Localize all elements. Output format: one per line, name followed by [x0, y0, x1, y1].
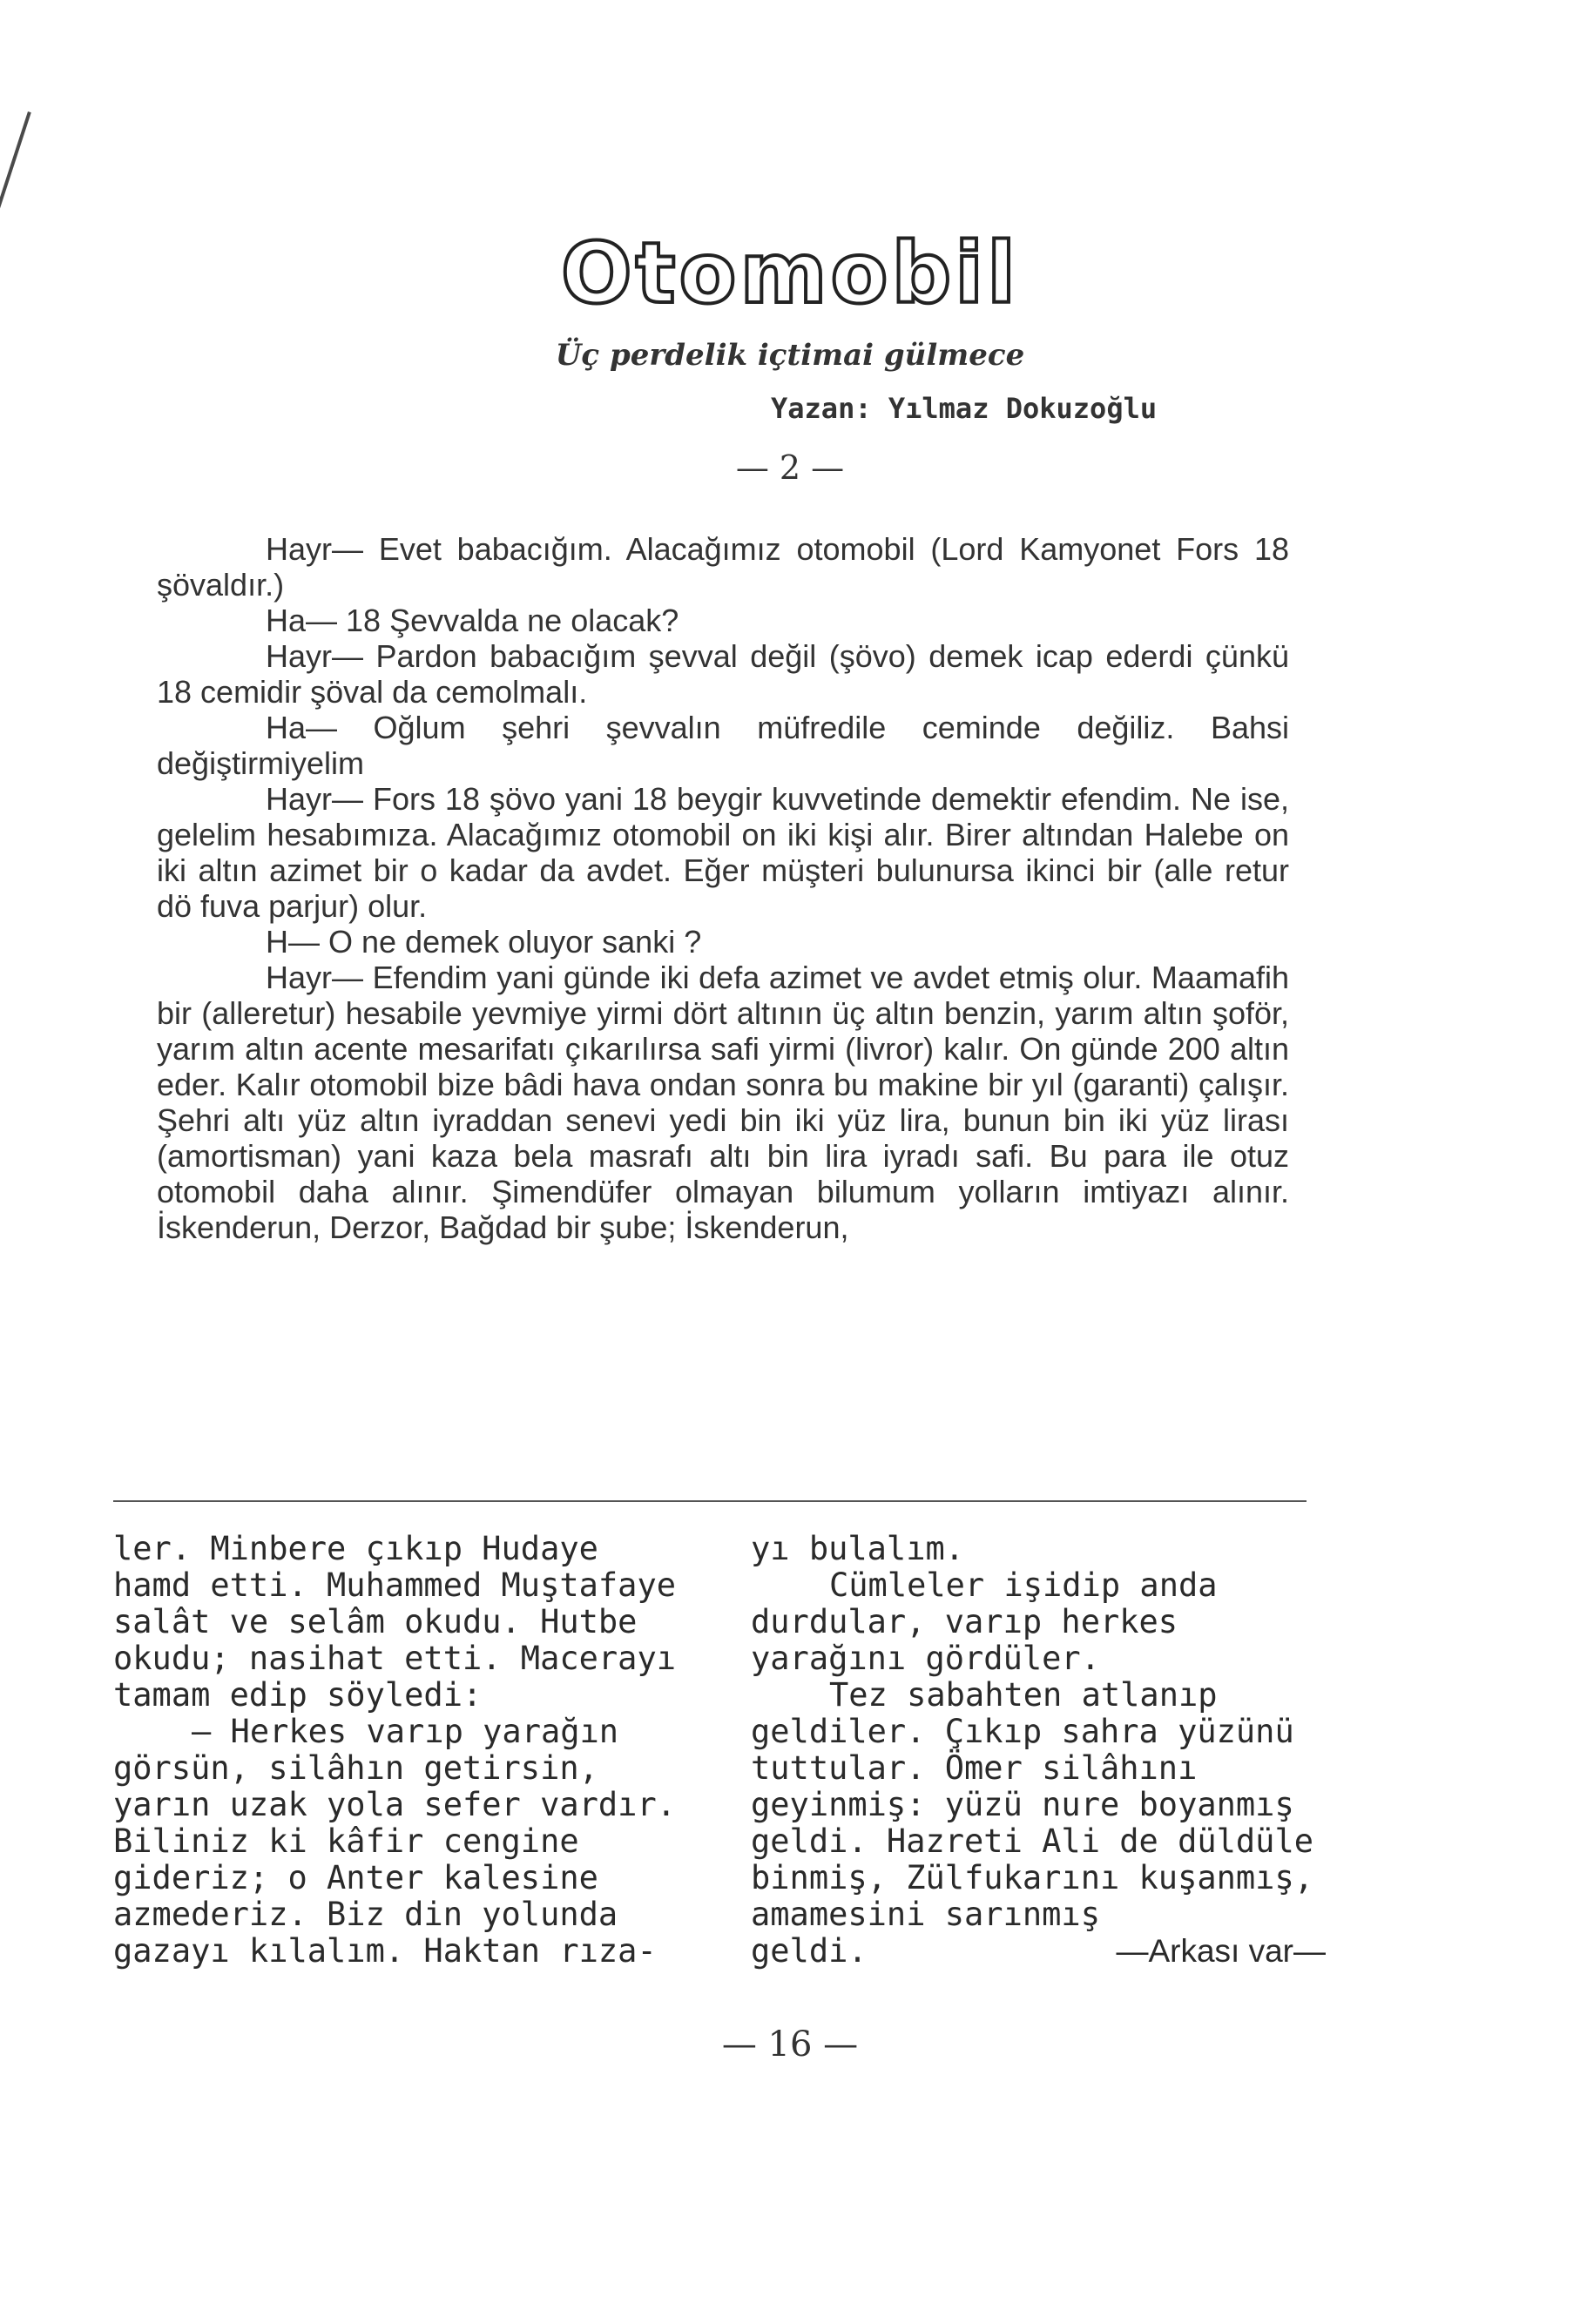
page-number: — 16 — [721, 2024, 859, 2065]
continued-note: —Arkası var— [1116, 1933, 1326, 1969]
dialogue-paragraph: Hayr— Pardon babacığım şevval değil (şövo) demek icap ederdi çünkü 18 cemidir şöval da cemolmalı. [157, 638, 1289, 710]
part-number: — 2 — [735, 448, 845, 487]
article-subtitle: Üç perdelik içtimai gülmece [555, 338, 1025, 373]
column-paragraph: Tez sabahten atlanıp geldiler. Çıkıp sahra yüzünü tuttular. Ömer silâhını geyinmiş: yüzü nure boyanmış geldi. Hazreti Ali de düldüle binmiş, Zülfukarını kuşanmış, amamesini sarınmış [751, 1676, 1314, 1933]
column-paragraph: — Herkes varıp yarağın görsün, silâhın getirsin, yarın uzak yola sefer vardır. Biliniz ki kâfir cengine gideriz; o Anter kalesine azmederiz. Biz din yolunda gazayı kılalım. Haktan rıza- [113, 1713, 677, 1970]
column-paragraph: yı bulalım. [751, 1530, 965, 1567]
dialogue-paragraph: H— O ne demek oluyor sanki ? [266, 924, 702, 960]
column-paragraph: geldi. [751, 1932, 868, 1970]
section-divider [113, 1500, 1307, 1502]
column-paragraph: ler. Minbere çıkıp Hudaye hamd etti. Muhammed Muştafaye salât ve selâm okudu. Hutbe okudu; nasihat etti. Macerayı tamam edip söyledi: [113, 1530, 677, 1714]
column-last-line [751, 1933, 1326, 1970]
margin-pen-mark [0, 111, 31, 237]
right-column [751, 1531, 1326, 1970]
article-author: Yazan: Yılmaz Dokuzoğlu [771, 392, 1158, 425]
dialogue-paragraph: Hayr— Fors 18 şövo yani 18 beygir kuvvetinde demektir efendim. Ne ise, gelelim hesabımıza. Alacağımız otomobil on iki kişi alır. Birer altından Halebe on iki altın azimet bir o kadar da avdet. Eğer müşteri bulunursa ikinci bir (alle retur dö fuva parjur) olur. [157, 781, 1289, 924]
dialogue-paragraph: Hayr— Evet babacığım. Alacağımız otomobil (Lord Kamyonet Fors 18 şövaldır.) [157, 531, 1289, 603]
play-dialogue [157, 531, 1289, 1245]
left-column [113, 1531, 688, 1970]
article-title: Otomobil [561, 225, 1019, 322]
dialogue-paragraph: Hayr— Efendim yani günde iki defa azimet ve avdet etmiş olur. Maamafih bir (alleretur) hesabile yevmiye yirmi dört altının üç altın benzin, yarım altın şoför, yarım altın acente mesarifatı çıkarılırsa safi yirmi (livror) kalır. On günde 200 altın eder. Kalır otomobil bize bâdi hava ondan sonra bu makine bir yıl (garanti) çalışır. Şehri altı yüz altın iyraddan senevi yedi bin iki yüz lira, bunun bin iki yüz lirası (amortisman) yani kaza bela masrafı altı bin lira iyradı safi. Bu para ile otuz otomobil daha alınır. Şimendüfer olmayan bilumum yolların imtiyazı alınır. İskenderun, Derzor, Bağdad bir şube; İskenderun, [157, 960, 1289, 1245]
dialogue-paragraph: Ha— Oğlum şehri şevvalın müfredile ceminde değiliz. Bahsi değiştirmiyelim [157, 710, 1289, 781]
column-paragraph: Cümleler işidip anda durdular, varıp herkes yarağını gördüler. [751, 1566, 1218, 1677]
dialogue-paragraph: Ha— 18 Şevvalda ne olacak? [266, 603, 679, 638]
